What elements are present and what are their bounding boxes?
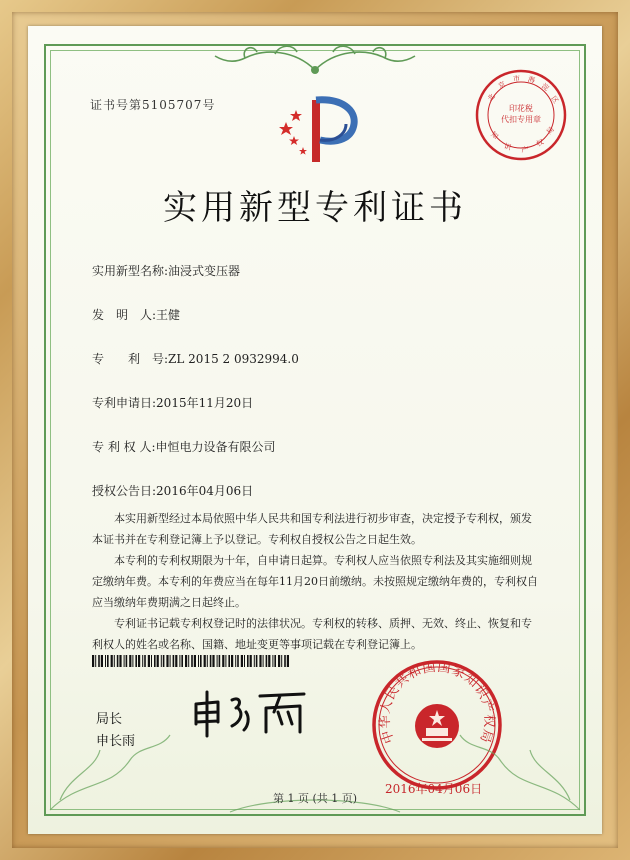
svg-text:北: 北 bbox=[486, 92, 497, 103]
field-value: ZL 2015 2 0932994.0 bbox=[168, 352, 299, 366]
field-value: 王健 bbox=[156, 308, 181, 322]
field-label: 发 明 人: bbox=[92, 308, 157, 322]
field-utility-model-name bbox=[92, 262, 240, 279]
sipo-logo-icon bbox=[272, 92, 362, 164]
page-number: 第 1 页 (共 1 页) bbox=[272, 792, 358, 805]
field-patentee bbox=[92, 438, 276, 455]
certificate-number: 证书号第5105707号 bbox=[90, 98, 216, 112]
field-value: 油浸式变压器 bbox=[168, 264, 241, 278]
signer-title: 局长 bbox=[96, 712, 123, 727]
barcode bbox=[92, 655, 292, 667]
svg-text:淀: 淀 bbox=[539, 82, 551, 93]
field-value: 2015年11月20日 bbox=[156, 396, 254, 410]
svg-text:京: 京 bbox=[497, 80, 508, 91]
svg-text:市: 市 bbox=[512, 74, 521, 84]
signer-name: 申长雨 bbox=[96, 734, 136, 749]
svg-text:产: 产 bbox=[521, 145, 529, 155]
field-label: 授权公告日: bbox=[92, 484, 157, 498]
field-inventor bbox=[92, 306, 180, 323]
field-patent-number bbox=[92, 350, 299, 367]
svg-text:代扣专用章: 代扣专用章 bbox=[501, 115, 541, 124]
svg-text:海: 海 bbox=[527, 75, 536, 85]
body-paragraph: 专利证书记载专利权登记时的法律状况。专利权的转移、质押、无效、终止、恢复和专利权人的姓名或名称、国籍、地址变更等事项记载在专利登记簿上。 bbox=[92, 617, 532, 651]
field-label: 专 利 号: bbox=[92, 352, 169, 366]
svg-text:局: 局 bbox=[545, 125, 556, 136]
field-label: 专 利 权 人: bbox=[92, 440, 156, 454]
top-ornament bbox=[205, 40, 425, 80]
svg-text:知: 知 bbox=[489, 130, 500, 141]
field-value: 2016年04月06日 bbox=[156, 484, 254, 498]
body-paragraph: 本实用新型经过本局依照中华人民共和国专利法进行初步审查，决定授予专利权，颁发本证书并在专利登记簿上予以登记。专利权自授权公告之日起生效。 bbox=[92, 512, 532, 546]
top-agency-seal bbox=[473, 67, 569, 163]
field-label: 专利申请日: bbox=[92, 396, 157, 410]
field-value: 申恒电力设备有限公司 bbox=[155, 440, 276, 454]
certificate-body bbox=[92, 508, 542, 655]
certificate-title: 实用新型专利证书 bbox=[163, 188, 467, 228]
body-paragraph: 本专利的专利权期限为十年，自申请日起算。专利权人应当依照专利法及其实施细则规定缴纳年费。本专利的年费应当在每年11月20日前缴纳。未按照规定缴纳年费的，专利权自应当缴纳年费期满之日起终止。 bbox=[92, 554, 538, 609]
svg-text:权: 权 bbox=[535, 138, 546, 149]
svg-text:区: 区 bbox=[549, 94, 560, 106]
svg-text:印花税: 印花税 bbox=[509, 104, 533, 113]
field-application-date bbox=[92, 394, 253, 411]
svg-text:识: 识 bbox=[503, 142, 513, 152]
svg-text:中华人民共和国国家知识产权局: 中华人民共和国国家知识产权局 bbox=[377, 659, 497, 746]
field-label: 实用新型名称: bbox=[92, 264, 169, 278]
seal-date: 2016年04月06日 bbox=[385, 782, 483, 796]
field-grant-date bbox=[92, 482, 253, 499]
